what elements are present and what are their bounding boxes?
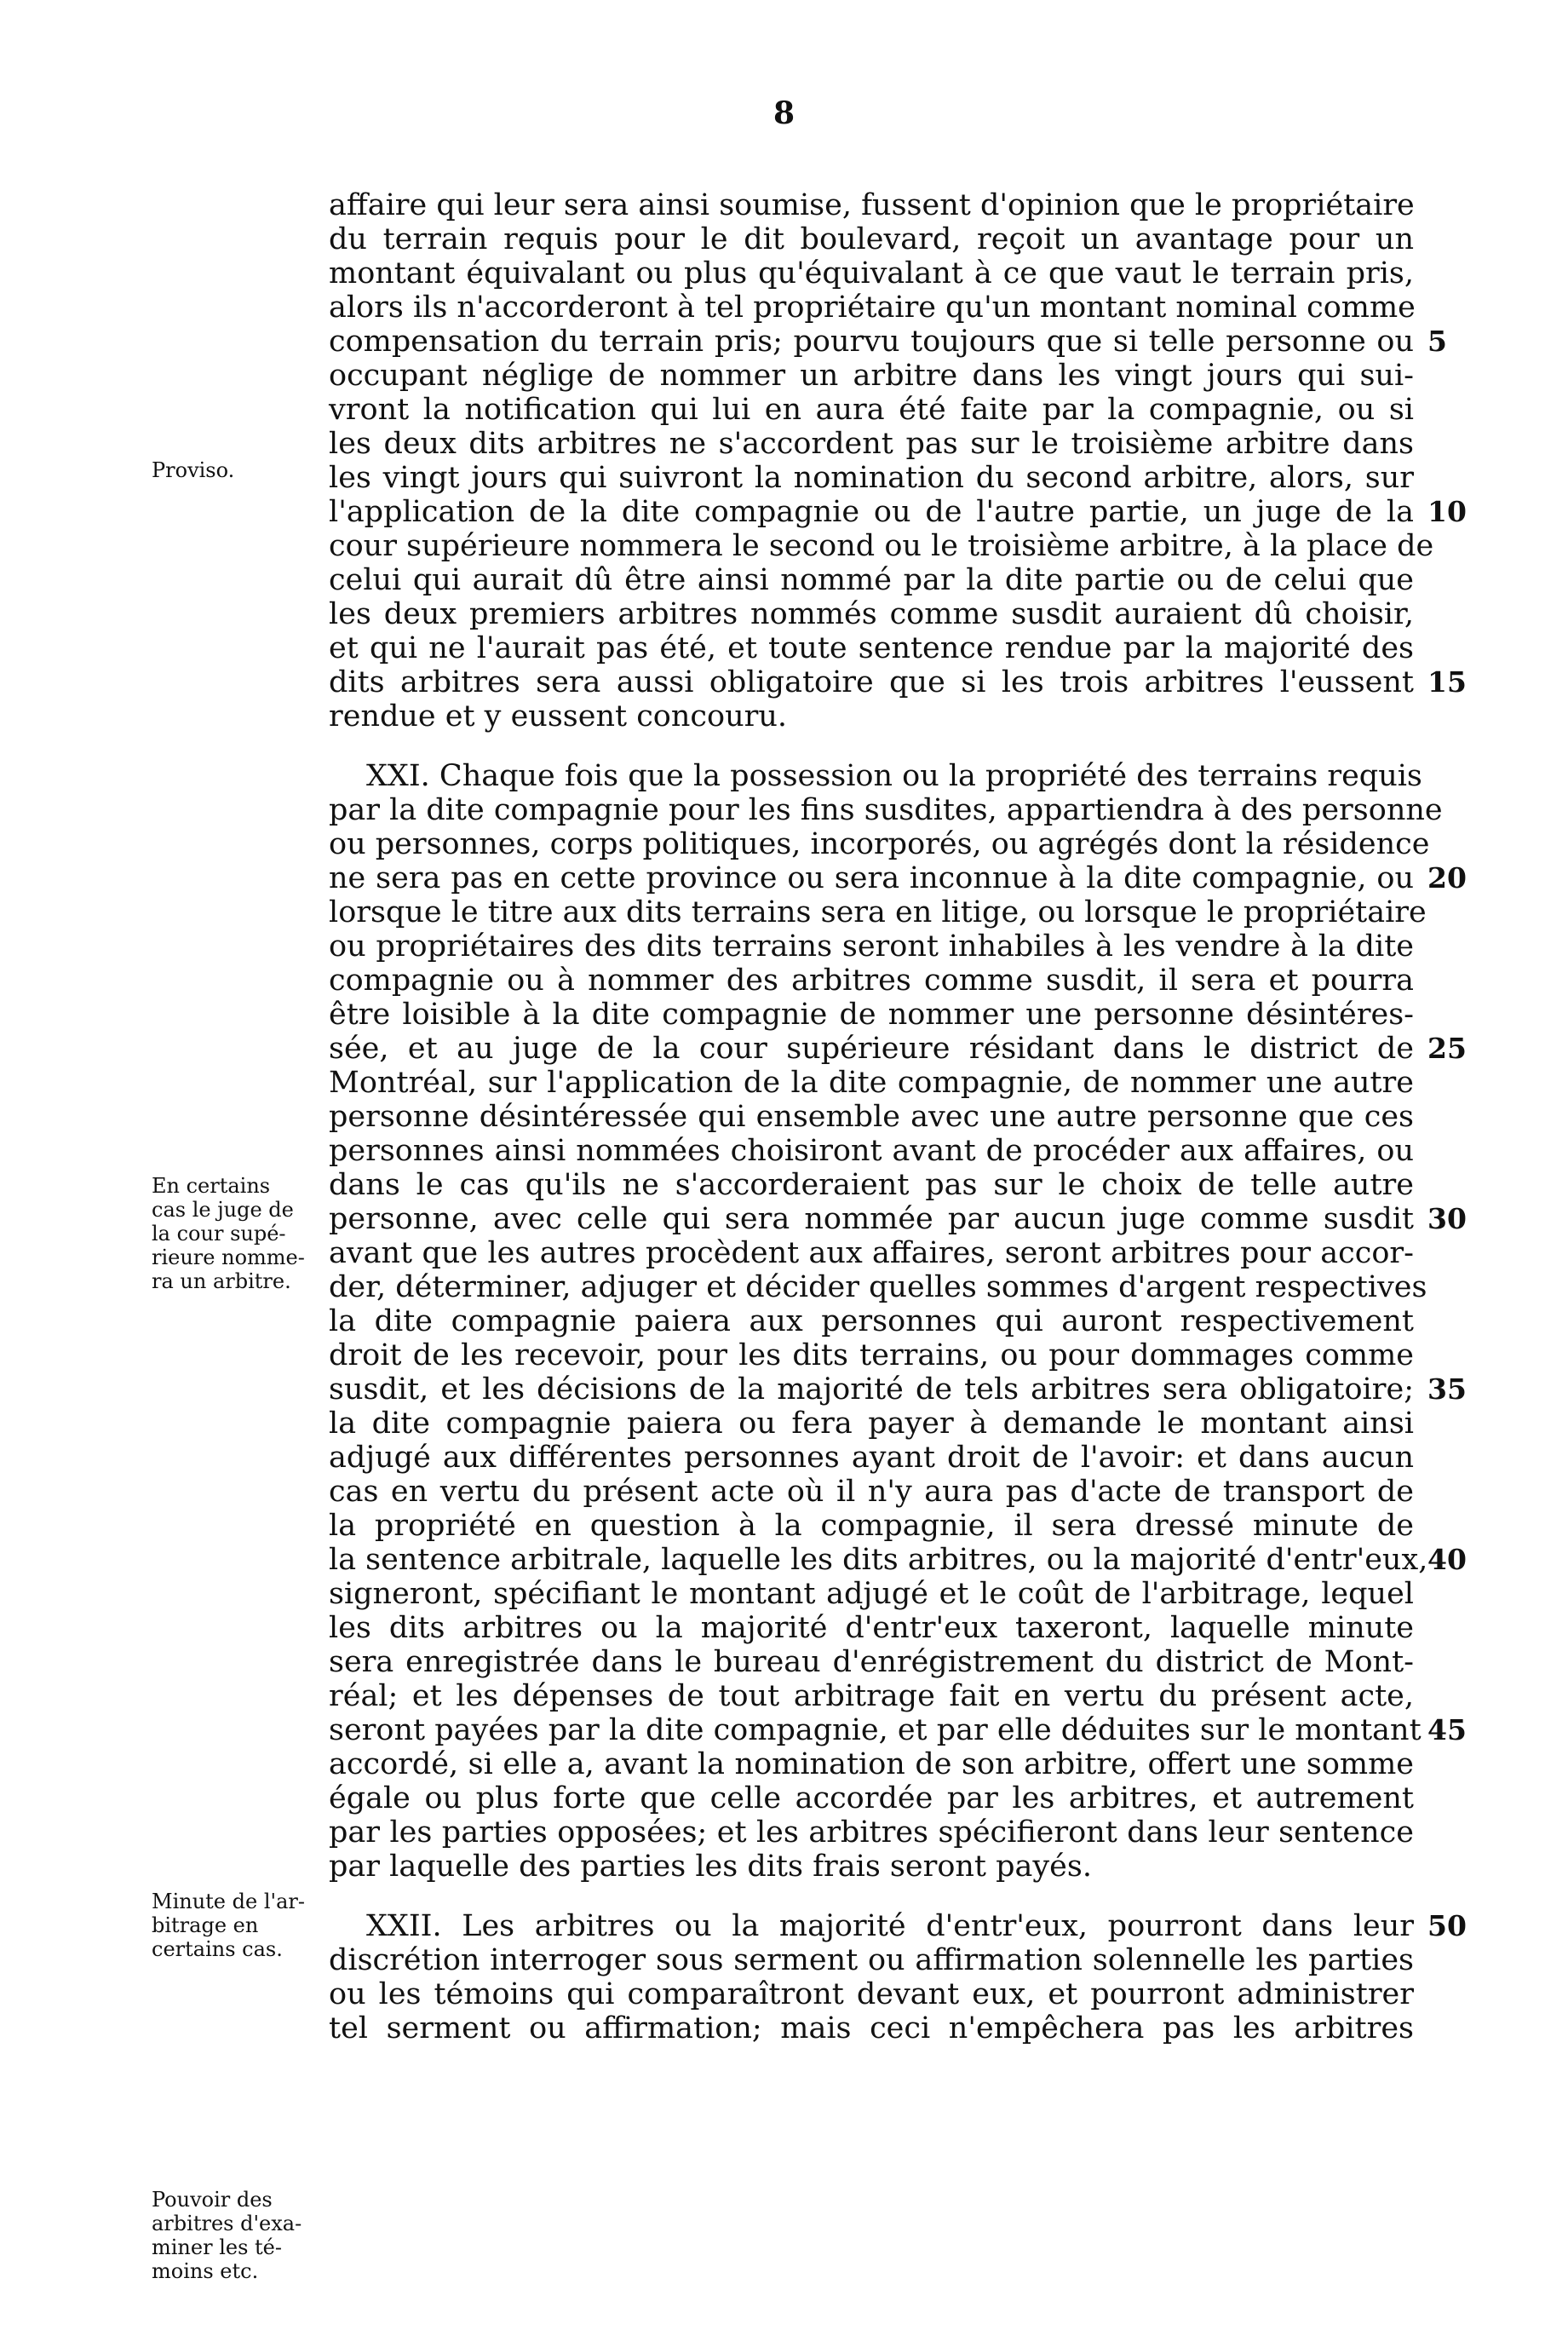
margin-note-line: cas le juge de xyxy=(152,1198,294,1222)
text-line: les deux dits arbitres ne s'accordent pas sur le troisième arbitre dans xyxy=(329,427,1414,461)
text-line: du terrain requis pour le dit boulevard, reçoit un avantage pour un xyxy=(329,222,1414,256)
text-line: les deux premiers arbitres nommés comme susdit auraient dû choisir, xyxy=(329,597,1414,631)
text-line: ou propriétaires des dits terrains seront inhabiles à les vendre à la dite xyxy=(329,929,1414,964)
margin-note-line: moins etc. xyxy=(152,2259,259,2283)
text-line: personne, avec celle qui sera nommée par aucun juge comme susdit xyxy=(329,1202,1414,1236)
text-line: compensation du terrain pris; pourvu toujours que si telle personne ou xyxy=(329,325,1414,359)
text-line: accordé, si elle a, avant la nomination de son arbitre, offert une somme xyxy=(329,1747,1414,1781)
text-line: droit de les recevoir, pour les dits terrains, ou pour dommages comme xyxy=(329,1338,1414,1372)
text-line: réal; et les dépenses de tout arbitrage fait en vertu du présent acte, xyxy=(329,1679,1414,1713)
margin-note-line: certains cas. xyxy=(152,1937,283,1961)
text-line: personne désintéressée qui ensemble avec une autre personne que ces xyxy=(329,1100,1414,1134)
margin-note-pouvoir xyxy=(152,2188,315,2283)
text-line: personnes ainsi nommées choisiront avant de procéder aux affaires, ou xyxy=(329,1134,1414,1168)
text-line: discrétion interroger sous serment ou affirmation solennelle les parties xyxy=(329,1943,1414,1977)
text-line: seront payées par la dite compagnie, et par elle déduites sur le montant xyxy=(329,1713,1422,1747)
text-line: la dite compagnie paiera aux personnes qui auront respectivement xyxy=(329,1304,1414,1338)
text-line: XXI. Chaque fois que la possession ou la propriété des terrains requis xyxy=(366,759,1422,793)
line-number: 10 xyxy=(1427,495,1467,528)
text-line: dans le cas qu'ils ne s'accorderaient pas sur le choix de telle autre xyxy=(329,1168,1414,1202)
text-line: par la dite compagnie pour les fins susdites, appartiendra à des personne xyxy=(329,793,1443,827)
margin-note-line: Pouvoir des xyxy=(152,2188,273,2212)
line-number: 30 xyxy=(1427,1202,1467,1235)
line-number: 35 xyxy=(1427,1372,1467,1406)
text-line: dits arbitres sera aussi obligatoire que si les trois arbitres l'eussent xyxy=(329,665,1414,699)
line-number: 45 xyxy=(1427,1713,1467,1746)
line-number: 5 xyxy=(1427,325,1447,358)
text-line: der, déterminer, adjuger et décider quelles sommes d'argent respectives xyxy=(329,1270,1427,1304)
text-line: l'application de la dite compagnie ou de l'autre partie, un juge de la xyxy=(329,495,1414,529)
text-line: XXII. Les arbitres ou la majorité d'entr'eux, pourront dans leur xyxy=(366,1909,1414,1943)
text-line: les dits arbitres ou la majorité d'entr'eux taxeront, laquelle minute xyxy=(329,1611,1414,1645)
margin-note-line: bitrage en xyxy=(152,1913,259,1937)
text-line: ne sera pas en cette province ou sera inconnue à la dite compagnie, ou xyxy=(329,861,1414,895)
text-line: sera enregistrée dans le bureau d'enrégistrement du district de Mont- xyxy=(329,1645,1414,1679)
text-line: les vingt jours qui suivront la nomination du second arbitre, alors, sur xyxy=(329,461,1414,495)
text-line: et qui ne l'aurait pas été, et toute sentence rendue par la majorité des xyxy=(329,631,1414,665)
text-line: la sentence arbitrale, laquelle les dits arbitres, ou la majorité d'entr'eux, xyxy=(329,1543,1428,1577)
text-line: tel serment ou affirmation; mais ceci n'empêchera pas les arbitres xyxy=(329,2011,1414,2045)
text-line: cour supérieure nommera le second ou le troisième arbitre, à la place de xyxy=(329,529,1434,563)
margin-note-line: En certains xyxy=(152,1174,271,1198)
text-line: adjugé aux différentes personnes ayant droit de l'avoir: et dans aucun xyxy=(329,1441,1414,1475)
text-line: égale ou plus forte que celle accordée par les arbitres, et autrement xyxy=(329,1781,1414,1815)
line-number: 50 xyxy=(1427,1909,1467,1942)
text-line: sée, et au juge de la cour supérieure résidant dans le district de xyxy=(329,1032,1414,1066)
text-line: montant équivalant ou plus qu'équivalant à ce que vaut le terrain pris, xyxy=(329,256,1414,291)
text-line: la dite compagnie paiera ou fera payer à demande le montant ainsi xyxy=(329,1407,1414,1441)
margin-note-line: miner les té- xyxy=(152,2235,282,2259)
margin-note-arbitre xyxy=(152,1174,315,1293)
text-line: être loisible à la dite compagnie de nommer une personne désintéres- xyxy=(329,998,1414,1032)
line-number: 15 xyxy=(1427,665,1467,699)
margin-note-line: arbitres d'exa- xyxy=(152,2212,302,2235)
text-line: compagnie ou à nommer des arbitres comme susdit, il sera et pourra xyxy=(329,964,1414,998)
page-number: 8 xyxy=(773,95,795,131)
text-line: occupant néglige de nommer un arbitre dans les vingt jours qui sui- xyxy=(329,359,1414,393)
text-line: ou les témoins qui comparaîtront devant eux, et pourront administrer xyxy=(329,1977,1414,2011)
margin-note-line: la cour supé- xyxy=(152,1222,286,1246)
text-line: alors ils n'accorderont à tel propriétaire qu'un montant nominal comme xyxy=(329,291,1416,325)
text-line: cas en vertu du présent acte où il n'y aura pas d'acte de transport de xyxy=(329,1475,1414,1509)
text-line: la propriété en question à la compagnie, il sera dressé minute de xyxy=(329,1509,1414,1543)
text-line: celui qui aurait dû être ainsi nommé par la dite partie ou de celui que xyxy=(329,563,1414,597)
text-line: susdit, et les décisions de la majorité de tels arbitres sera obligatoire; xyxy=(329,1372,1414,1407)
text-line: affaire qui leur sera ainsi soumise, fussent d'opinion que le propriétaire xyxy=(329,188,1415,222)
text-line: vront la notification qui lui en aura été faite par la compagnie, ou si xyxy=(329,393,1414,427)
margin-note-minute xyxy=(152,1890,315,1961)
text-line: ou personnes, corps politiques, incorporés, ou agrégés dont la résidence xyxy=(329,827,1430,861)
line-number: 25 xyxy=(1427,1032,1467,1065)
text-line: Montréal, sur l'application de la dite compagnie, de nommer une autre xyxy=(329,1066,1414,1100)
text-line: par laquelle des parties les dits frais seront payés. xyxy=(329,1850,1092,1884)
text-line: signeront, spécifiant le montant adjugé et le coût de l'arbitrage, lequel xyxy=(329,1577,1414,1611)
margin-note-line: rieure nomme- xyxy=(152,1246,305,1269)
margin-note-proviso xyxy=(152,458,315,482)
margin-note-line: Minute de l'ar- xyxy=(152,1890,305,1913)
margin-note-line: Proviso. xyxy=(152,458,235,482)
line-number: 20 xyxy=(1427,861,1467,895)
text-line: lorsque le titre aux dits terrains sera en litige, ou lorsque le propriétaire xyxy=(329,895,1427,929)
text-line: rendue et y eussent concouru. xyxy=(329,699,788,734)
text-line: par les parties opposées; et les arbitres spécifieront dans leur sentence xyxy=(329,1815,1414,1850)
line-number: 40 xyxy=(1427,1543,1467,1576)
text-line: avant que les autres procèdent aux affaires, seront arbitres pour accor- xyxy=(329,1236,1414,1270)
margin-note-line: ra un arbitre. xyxy=(152,1269,291,1293)
